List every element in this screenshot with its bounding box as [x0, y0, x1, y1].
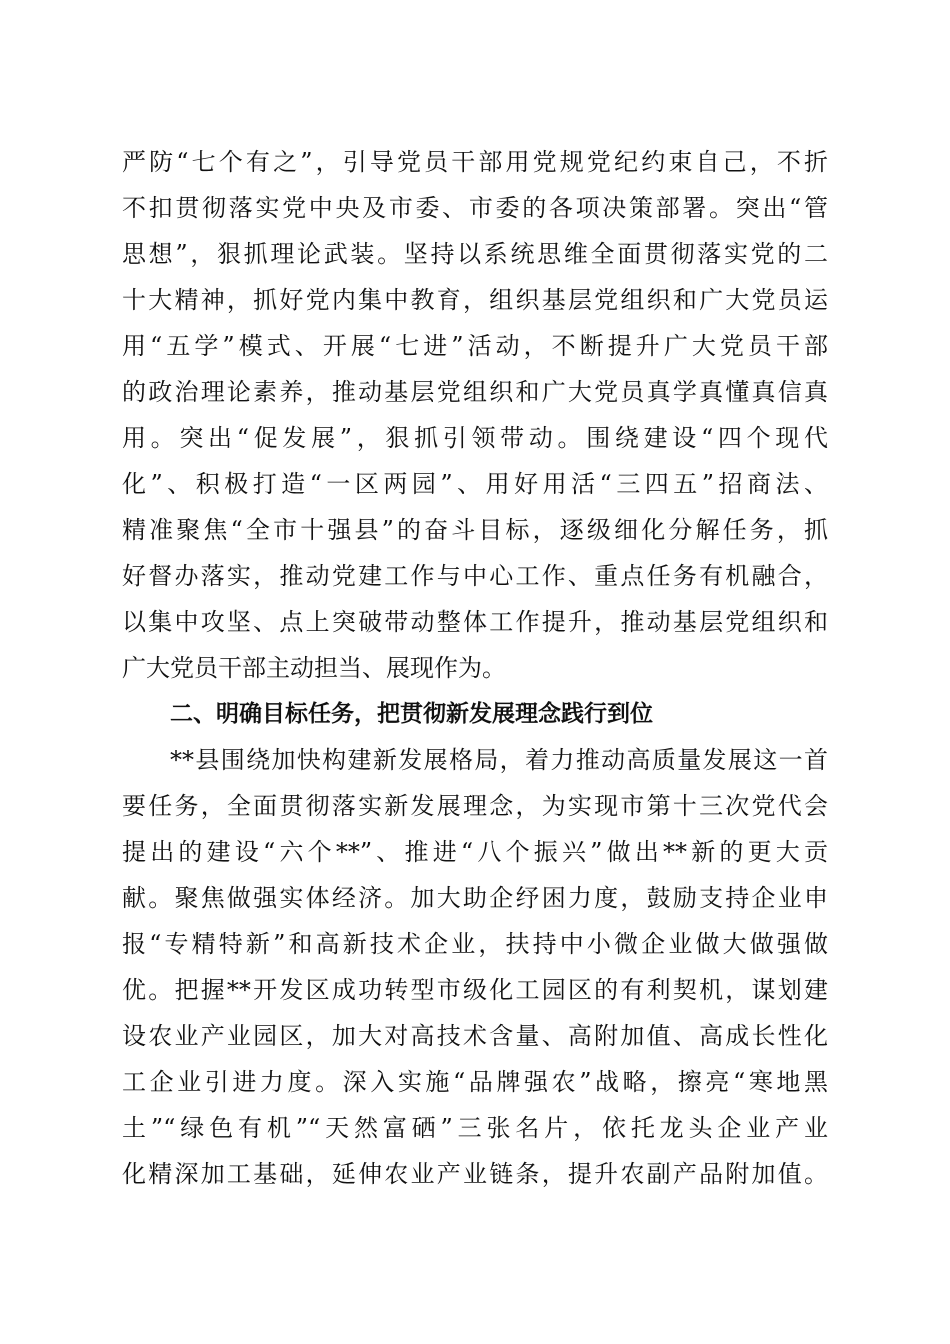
paragraph-2-line-8: 工企业引进力度。深入实施“品牌强农”战略，擦亮“寒地黑 [122, 1068, 828, 1096]
paragraph-2-line-6: 优。把握**开发区成功转型市级化工园区的有利契机，谋划建 [122, 976, 828, 1004]
paragraph-2-line-7: 设农业产业园区，加大对高技术含量、高附加值、高成长性化 [122, 1022, 828, 1050]
paragraph-1-line-3: 思想”，狠抓理论武装。坚持以系统思维全面贯彻落实党的二 [122, 240, 828, 268]
paragraph-1-line-4: 十大精神，抓好党内集中教育，组织基层党组织和广大党员运 [122, 286, 828, 314]
paragraph-1-line-9: 精准聚焦“全市十强县”的奋斗目标，逐级细化分解任务，抓 [122, 516, 828, 544]
paragraph-1-line-5: 用“五学”模式、开展“七进”活动，不断提升广大党员干部 [122, 332, 828, 360]
paragraph-2-line-3: 提出的建设“六个**”、推进“八个振兴”做出**新的更大贡 [122, 838, 828, 866]
paragraph-1-line-6: 的政治理论素养，推动基层党组织和广大党员真学真懂真信真 [122, 378, 828, 406]
paragraph-2-line-1: **县围绕加快构建新发展格局，着力推动高质量发展这一首 [170, 746, 828, 774]
paragraph-1-line-10: 好督办落实，推动党建工作与中心工作、重点任务有机融合， [122, 562, 828, 590]
paragraph-1-line-11: 以集中攻坚、点上突破带动整体工作提升，推动基层党组织和 [122, 608, 828, 636]
section-heading: 二、明确目标任务，把贯彻新发展理念践行到位 [170, 701, 653, 727]
paragraph-1-line-12: 广大党员干部主动担当、展现作为。 [122, 654, 506, 682]
paragraph-2-line-2: 要任务，全面贯彻落实新发展理念，为实现市第十三次党代会 [122, 792, 828, 820]
paragraph-2-line-4: 献。聚焦做强实体经济。加大助企纾困力度，鼓励支持企业申 [122, 884, 828, 912]
paragraph-1-line-8: 化”、积极打造“一区两园”、用好用活“三四五”招商法、 [122, 470, 828, 498]
paragraph-1-line-1: 严防“七个有之”，引导党员干部用党规党纪约束自己，不折 [122, 148, 828, 176]
paragraph-1-line-2: 不扣贯彻落实党中央及市委、市委的各项决策部署。突出“管 [122, 194, 828, 222]
paragraph-2-line-9: 土”“绿色有机”“天然富硒”三张名片，依托龙头企业产业 [122, 1114, 828, 1142]
paragraph-1-line-7: 用。突出“促发展”，狠抓引领带动。围绕建设“四个现代 [122, 424, 828, 452]
paragraph-2-line-5: 报“专精特新”和高新技术企业，扶持中小微企业做大做强做 [122, 930, 828, 958]
paragraph-2-line-10: 化精深加工基础，延伸农业产业链条，提升农副产品附加值。 [122, 1160, 828, 1188]
